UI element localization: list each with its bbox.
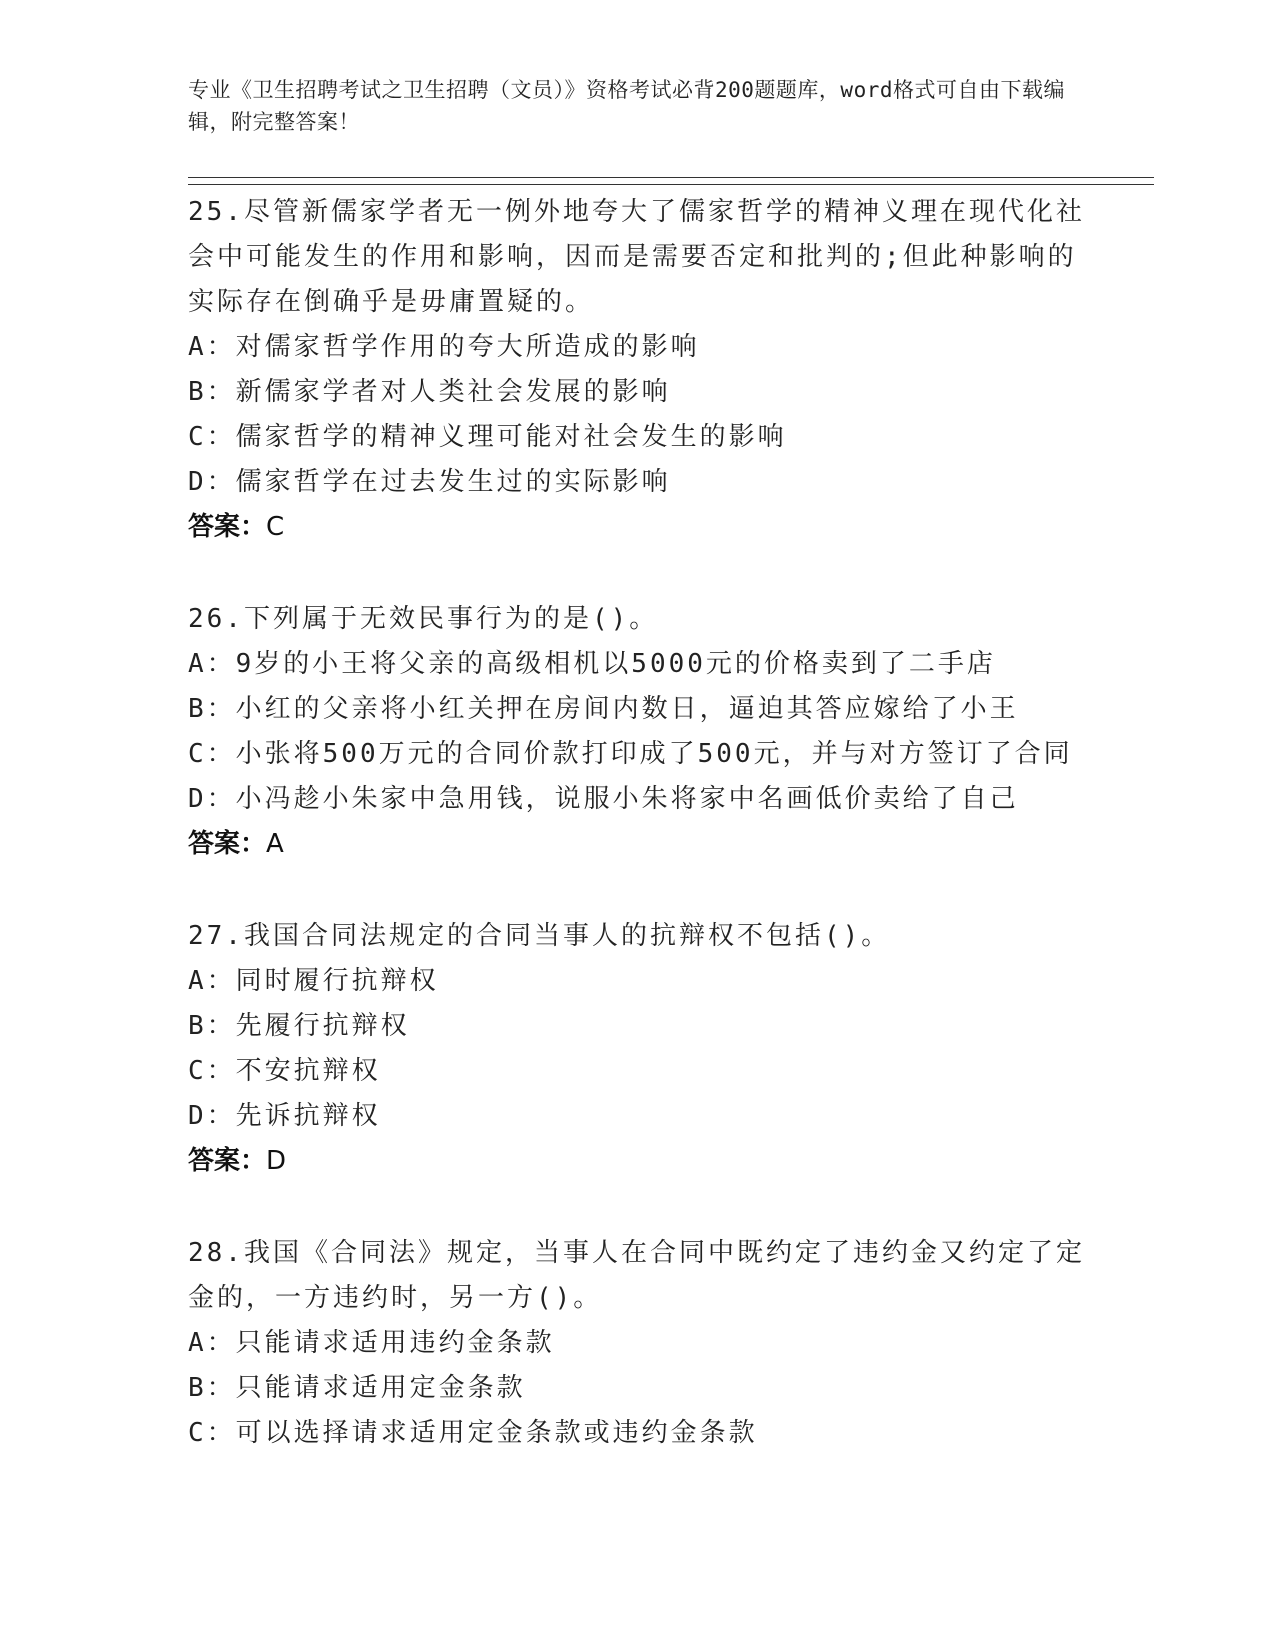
answer-label: 答案： [188, 829, 267, 859]
option-b: B：小红的父亲将小红关押在房间内数日，逼迫其答应嫁给了小王 [188, 694, 1019, 724]
option-a: A：9岁的小王将父亲的高级相机以5000元的价格卖到了二手店 [188, 649, 996, 679]
option-d: D：小冯趁小朱家中急用钱，说服小朱将家中名画低价卖给了自己 [188, 784, 1019, 814]
question-27 [188, 914, 1088, 1184]
answer-value: A [266, 829, 284, 859]
answer-value: C [266, 512, 285, 542]
question-25 [188, 190, 1088, 550]
answer-value: D [266, 1146, 287, 1176]
answer-line [188, 1139, 1088, 1184]
option-c: C：小张将500万元的合同价款打印成了500元，并与对方签订了合同 [188, 739, 1073, 769]
option-a: A：只能请求适用违约金条款 [188, 1328, 555, 1358]
option-a: A：同时履行抗辩权 [188, 966, 439, 996]
answer-line [188, 822, 1088, 867]
question-list [188, 190, 1088, 1503]
question-26 [188, 597, 1088, 867]
question-28 [188, 1231, 1088, 1456]
option-b: B：只能请求适用定金条款 [188, 1373, 526, 1403]
option-d: D：先诉抗辩权 [188, 1101, 381, 1131]
answer-label: 答案： [188, 512, 267, 542]
option-c: C：不安抗辩权 [188, 1056, 381, 1086]
answer-label: 答案： [188, 1146, 267, 1176]
option-c: C：可以选择请求适用定金条款或违约金条款 [188, 1418, 758, 1448]
document-header: 专业《卫生招聘考试之卫生招聘（文员）》资格考试必背200题题库，word格式可自由下载编辑，附完整答案！ [188, 78, 1065, 134]
question-stem: 28.我国《合同法》规定，当事人在合同中既约定了违约金又约定了定金的，一方违约时，另一方()。 [188, 1238, 1085, 1313]
option-a: A：对儒家哲学作用的夸大所造成的影响 [188, 332, 700, 362]
option-b: B：新儒家学者对人类社会发展的影响 [188, 377, 671, 407]
question-stem: 25.尽管新儒家学者无一例外地夸大了儒家哲学的精神义理在现代化社会中可能发生的作用和影响，因而是需要否定和批判的;但此种影响的实际存在倒确乎是毋庸置疑的。 [188, 197, 1085, 317]
option-b: B：先履行抗辩权 [188, 1011, 410, 1041]
answer-line [188, 505, 1088, 550]
question-stem: 26.下列属于无效民事行为的是()。 [188, 604, 659, 634]
header-divider [188, 177, 1154, 185]
question-stem: 27.我国合同法规定的合同当事人的抗辩权不包括()。 [188, 921, 891, 951]
option-c: C：儒家哲学的精神义理可能对社会发生的影响 [188, 422, 787, 452]
option-d: D：儒家哲学在过去发生过的实际影响 [188, 467, 671, 497]
